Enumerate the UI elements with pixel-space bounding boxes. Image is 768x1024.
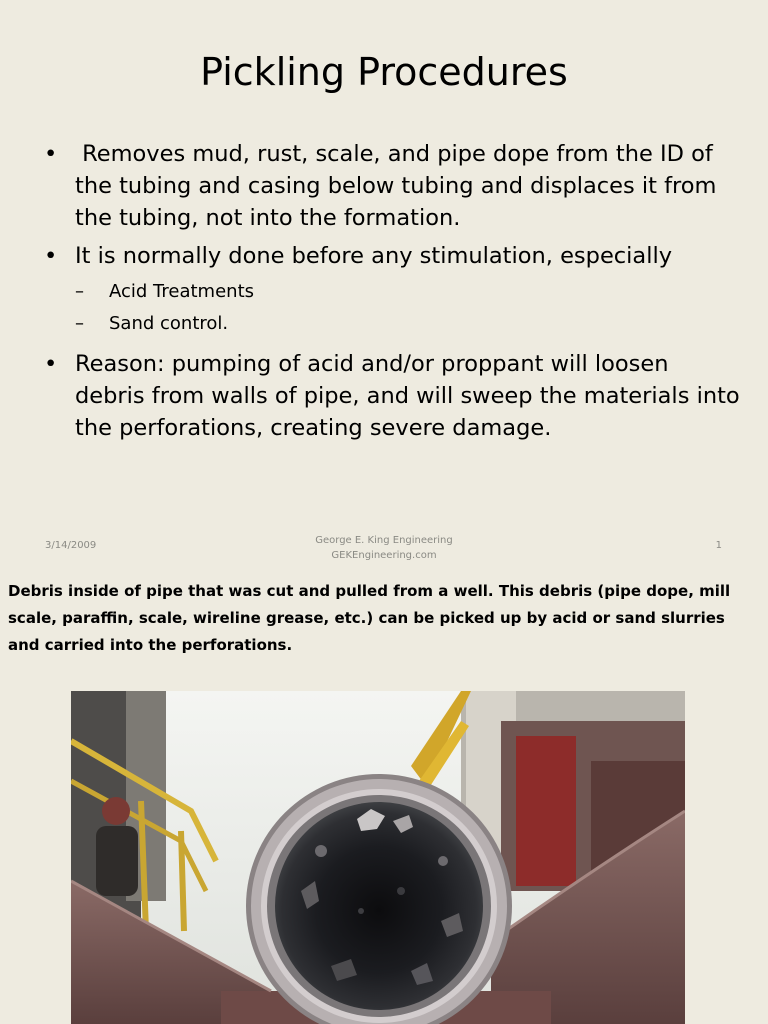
footer-company-name: George E. King Engineering <box>315 535 453 546</box>
bullet-text: Reason: pumping of acid and/or proppant will loosen debris from walls of pipe, and will sweep the materials into the perforations, creating severe damage. <box>75 351 740 441</box>
sub-bullet-text: Sand control. <box>109 313 229 334</box>
bullet-item <box>40 138 740 234</box>
photo-caption <box>8 578 760 659</box>
caption-part-1: Debris inside of pipe that was cut and pulled from a well. <box>8 582 499 600</box>
footer-page-number: 1 <box>715 540 722 551</box>
caption-part-2: This debris (pipe dope, mill scale, paraffin, scale, wireline grease, etc.) can be picked up by acid or sand slurries and carried into the perforations. <box>8 582 731 654</box>
bullet-text: Removes mud, rust, scale, and pipe dope from the ID of the tubing and casing below tubing and displaces it from the tubing, not into the formation. <box>75 141 724 231</box>
bullet-item <box>40 348 740 444</box>
bullet-list <box>40 138 740 450</box>
pipe-debris-photo <box>71 691 685 1024</box>
sub-bullet-list <box>75 276 740 340</box>
bullet-text: It is normally done before any stimulation, especially <box>75 243 673 269</box>
sub-bullet-item <box>75 308 740 340</box>
sub-bullet-item <box>75 276 740 308</box>
bullet-item <box>40 240 740 340</box>
sub-bullet-text: Acid Treatments <box>109 281 255 302</box>
footer-date: 3/14/2009 <box>45 540 97 551</box>
footer-website: GEKEngineering.com <box>331 550 437 561</box>
slide-title: Pickling Procedures <box>200 50 568 94</box>
pipe-photo-illustration <box>71 691 685 1024</box>
footer-company <box>284 533 484 563</box>
